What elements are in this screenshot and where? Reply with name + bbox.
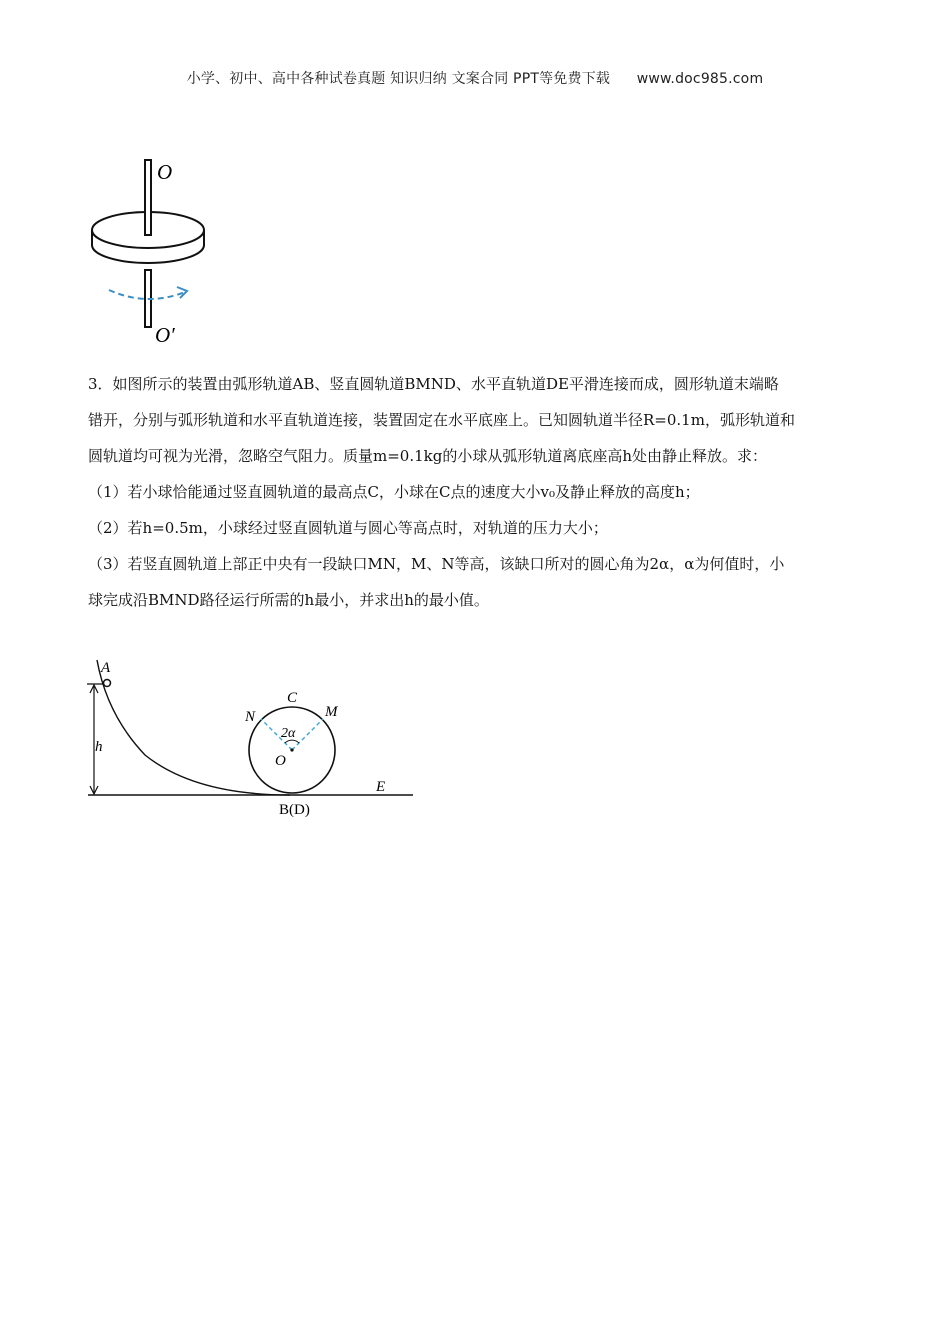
label-BD: B(D) — [279, 802, 310, 818]
problem-line-1 — [88, 366, 868, 402]
rotating-disk-figure — [85, 155, 245, 350]
label-A: A — [101, 660, 111, 676]
page-header — [0, 68, 950, 88]
label-h: h — [95, 739, 103, 755]
question-3a: （3）若竖直圆轨道上部正中央有一段缺口MN，M、N等高，该缺口所对的圆心角为2α，α为何值时，小 — [88, 555, 785, 573]
problem-text-1: 如图所示的装置由弧形轨道AB、竖直圆轨道BMND、水平直轨道DE平滑连接而成，圆形轨道末端略 — [112, 375, 779, 393]
problem-3 — [88, 366, 868, 618]
label-2alpha: 2α — [281, 726, 296, 741]
center-point — [290, 748, 293, 751]
label-O-bottom: O′ — [155, 323, 175, 347]
radius-OM — [292, 719, 323, 750]
arc-track — [97, 660, 290, 795]
label-O-top: O — [157, 160, 173, 184]
header-text: 小学、初中、高中各种试卷真题 知识归纳 文案合同 PPT等免费下载 — [186, 71, 611, 87]
header-site: www.doc985.com — [636, 71, 764, 87]
label-M: M — [325, 704, 338, 720]
ball — [104, 680, 111, 687]
question-1: （1）若小球恰能通过竖直圆轨道的最高点C，小球在C点的速度大小v₀及静止释放的高度h； — [88, 483, 700, 501]
label-O: O — [275, 753, 286, 769]
question-3b: 球完成沿BMND路径运行所需的h最小，并求出h的最小值。 — [88, 591, 489, 609]
question-2: （2）若h=0.5m，小球经过竖直圆轨道与圆心等高点时，对轨道的压力大小； — [88, 519, 608, 537]
label-N: N — [245, 709, 256, 725]
problem-number: 3． — [88, 375, 113, 393]
problem-line-3: 圆轨道均可视为光滑，忽略空气阻力。质量m=0.1kg的小球从弧形轨道离底座高h处由静止释放。求： — [88, 447, 768, 465]
label-E: E — [376, 779, 386, 795]
label-C: C — [287, 690, 298, 706]
problem-line-2: 错开，分别与弧形轨道和水平直轨道连接，装置固定在水平底座上。已知圆轨道半径R=0.1m，弧形轨道和 — [88, 411, 795, 429]
track-diagram — [85, 655, 425, 825]
upper-shaft — [145, 160, 151, 235]
